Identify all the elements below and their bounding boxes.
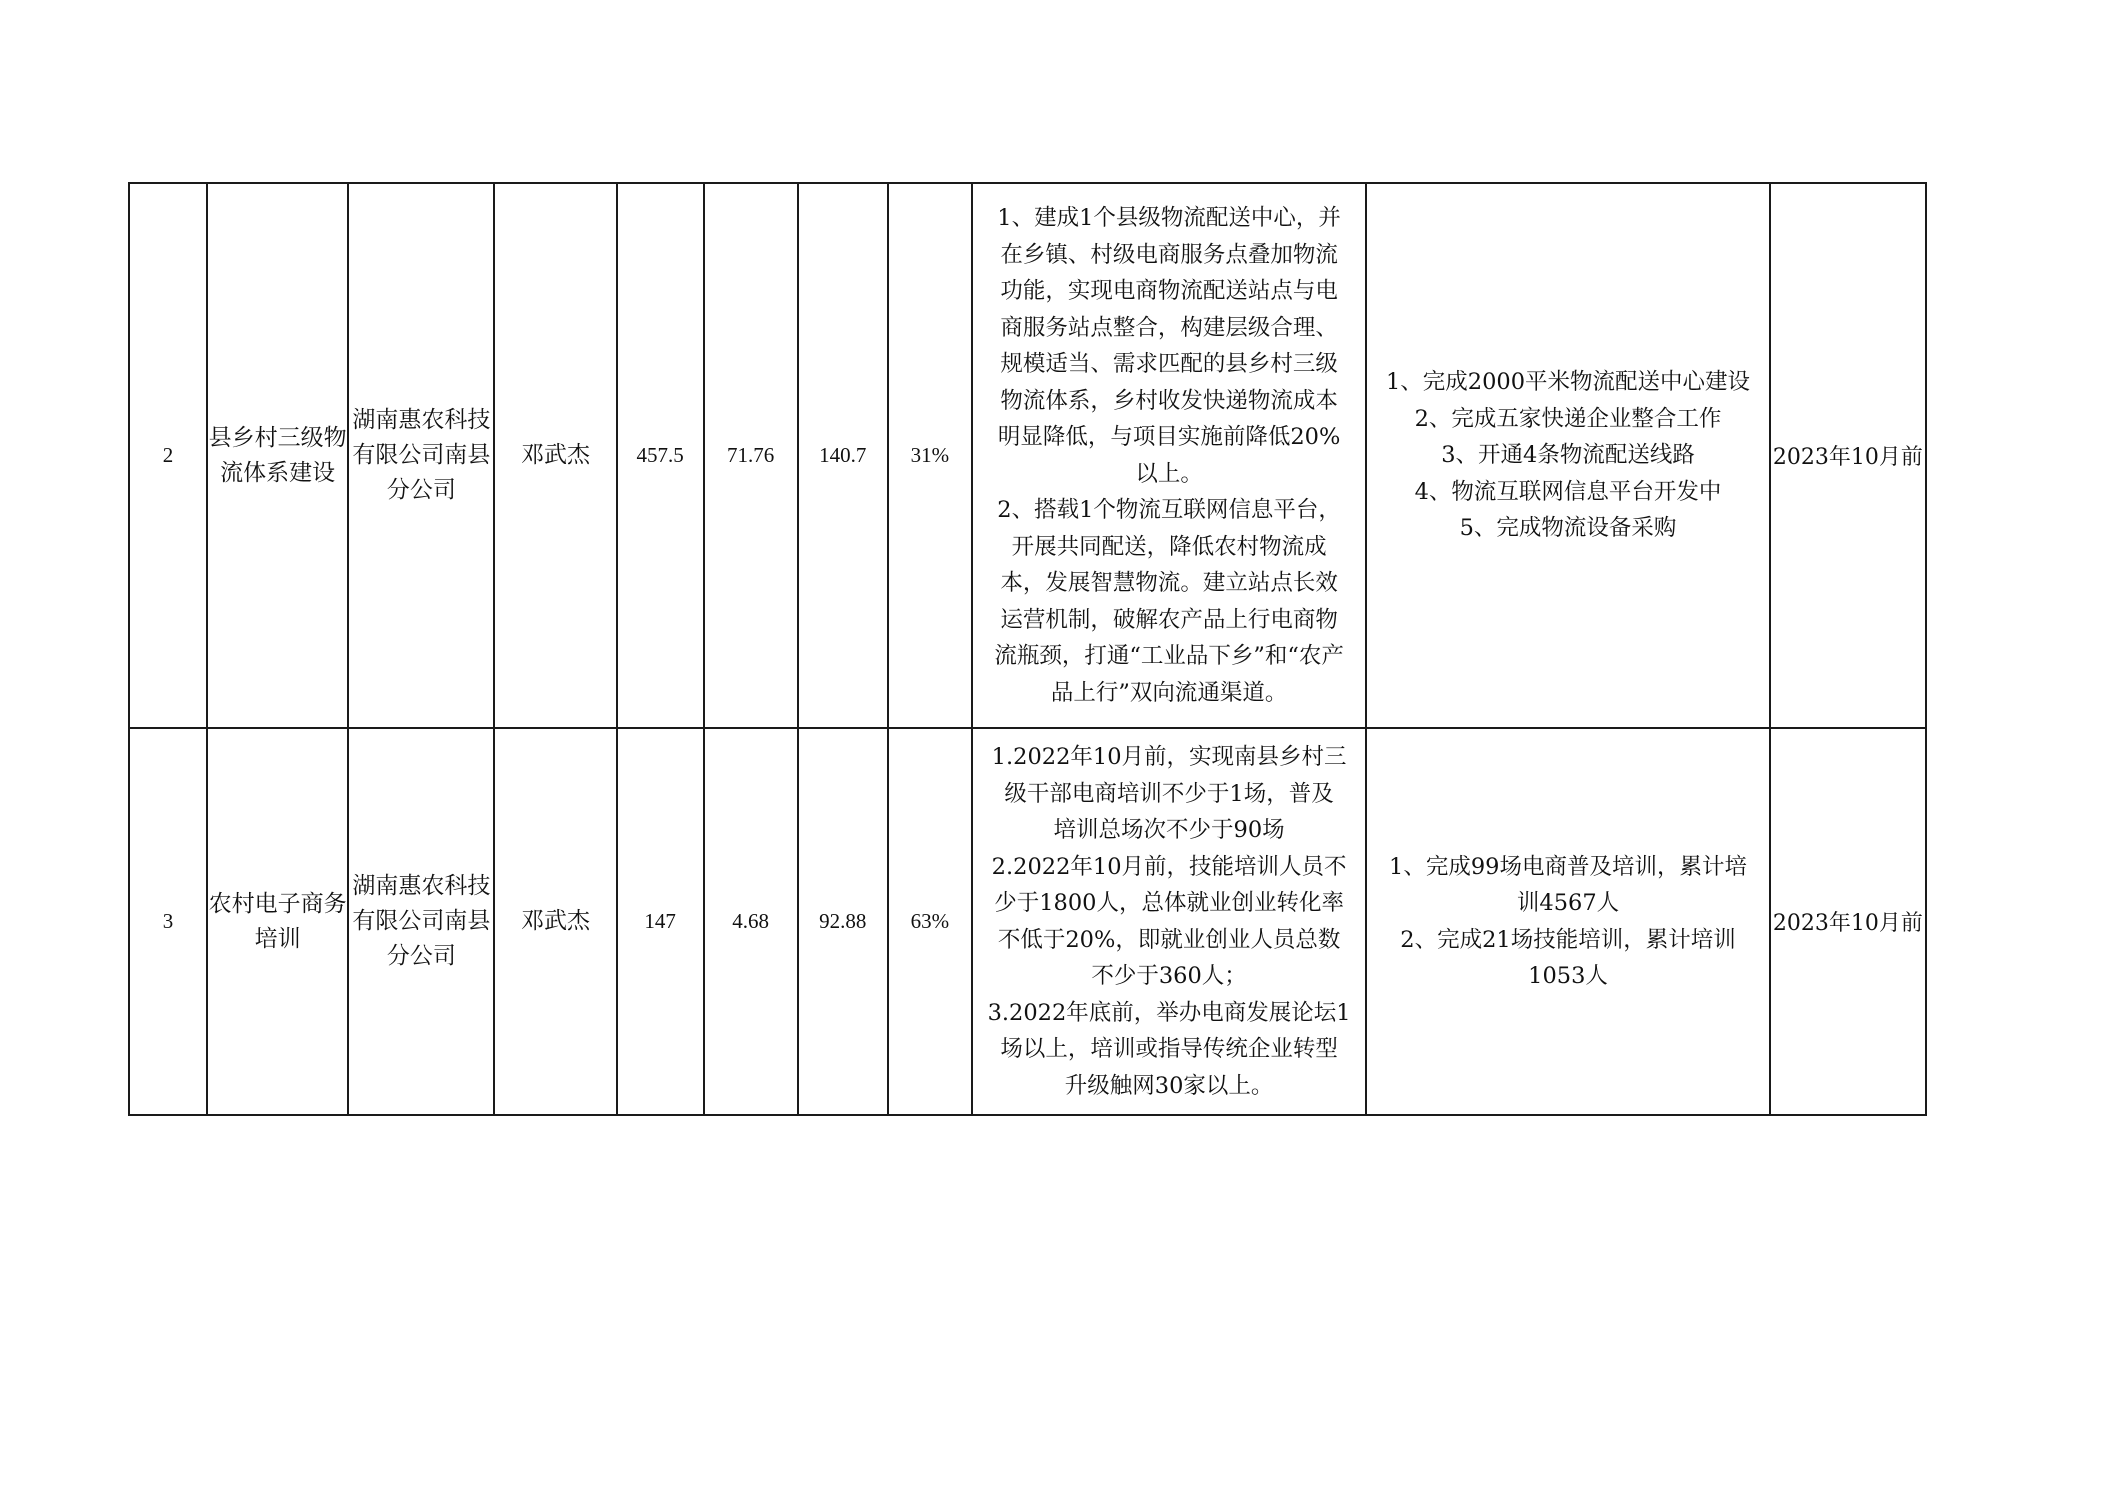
amount-a: 71.76	[704, 183, 798, 728]
goal-line: 2.2022年10月前，技能培训人员不	[991, 853, 1347, 880]
goal-line: 规模适当、需求匹配的县乡村三级	[1000, 351, 1338, 377]
goal-line: 流瓶颈，打通“工业品下乡”和“农产	[994, 643, 1344, 669]
deadline: 2023年10月前	[1770, 728, 1926, 1115]
company-name: 湖南惠农科技有限公司南县分公司	[348, 728, 494, 1115]
deadline: 2023年10月前	[1770, 183, 1926, 728]
goal-line: 明显降低，与项目实施前降低20%	[997, 424, 1341, 450]
progress-line: 1、完成2000平米物流配送中心建设	[1385, 369, 1751, 396]
goal-line: 本，发展智慧物流。建立站点长效	[1000, 570, 1338, 596]
company-name: 湖南惠农科技有限公司南县分公司	[348, 183, 494, 728]
progress-line: 3、开通4条物流配送线路	[1441, 442, 1695, 469]
goal-line: 级干部电商培训不少于1场，普及	[1004, 780, 1334, 807]
table-row	[129, 183, 1926, 728]
goal-line: 以上。	[1135, 460, 1203, 487]
goal-line: 升级触网30家以上。	[1064, 1072, 1274, 1099]
table-row	[129, 728, 1926, 1115]
progress-cell	[1366, 728, 1769, 1115]
goal-line: 开展共同配送，降低农村物流成	[1011, 533, 1327, 560]
goal-line: 运营机制，破解农产品上行电商物	[1000, 606, 1338, 633]
progress-cell	[1366, 183, 1769, 728]
contact-person: 邓武杰	[494, 183, 616, 728]
goal-line: 商服务站点整合，构建层级合理、	[1000, 314, 1338, 341]
project-name: 县乡村三级物流体系建设	[207, 183, 348, 728]
goal-line: 在乡镇、村级电商服务点叠加物流	[1000, 241, 1338, 268]
total-amount: 147	[617, 728, 704, 1115]
total-amount: 457.5	[617, 183, 704, 728]
goal-line: 1、建成1个县级物流配送中心，并	[997, 205, 1341, 231]
goal-line: 不少于360人；	[1091, 963, 1247, 989]
amount-b: 92.88	[798, 728, 888, 1115]
goal-line: 不低于20%，即就业创业人员总数	[997, 926, 1341, 953]
goals-cell	[972, 183, 1366, 728]
goal-line: 培训总场次不少于90场	[1053, 817, 1285, 843]
goals-cell	[972, 728, 1366, 1115]
row-index: 3	[129, 728, 207, 1115]
goal-line: 1.2022年10月前，实现南县乡村三	[991, 744, 1347, 770]
goal-line: 功能，实现电商物流配送站点与电	[1000, 278, 1338, 304]
contact-person: 邓武杰	[494, 728, 616, 1115]
completion-percent: 31%	[888, 183, 972, 728]
project-name: 农村电子商务培训	[207, 728, 348, 1115]
progress-line: 5、完成物流设备采购	[1459, 515, 1677, 542]
row-index: 2	[129, 183, 207, 728]
progress-line: 2、完成五家快递企业整合工作	[1414, 405, 1722, 432]
progress-line: 1、完成99场电商普及培训，累计培	[1389, 853, 1747, 880]
goal-line: 3.2022年底前，举办电商发展论坛1	[987, 999, 1351, 1026]
progress-line: 训4567人	[1516, 890, 1620, 916]
goal-line: 2、搭载1个物流互联网信息平台，	[997, 497, 1341, 523]
goal-line: 物流体系，乡村收发快递物流成本	[1000, 387, 1338, 414]
goal-line: 少于1800人，总体就业创业转化率	[994, 890, 1344, 916]
progress-line: 4、物流互联网信息平台开发中	[1414, 478, 1722, 505]
progress-line: 1053人	[1528, 963, 1608, 989]
amount-b: 140.7	[798, 183, 888, 728]
completion-percent: 63%	[888, 728, 972, 1115]
project-table	[128, 182, 1927, 1116]
goal-line: 品上行”双向流通渠道。	[1050, 679, 1288, 706]
amount-a: 4.68	[704, 728, 798, 1115]
goal-line: 场以上，培训或指导传统企业转型	[1000, 1036, 1338, 1062]
progress-line: 2、完成21场技能培训，累计培训	[1400, 926, 1736, 953]
